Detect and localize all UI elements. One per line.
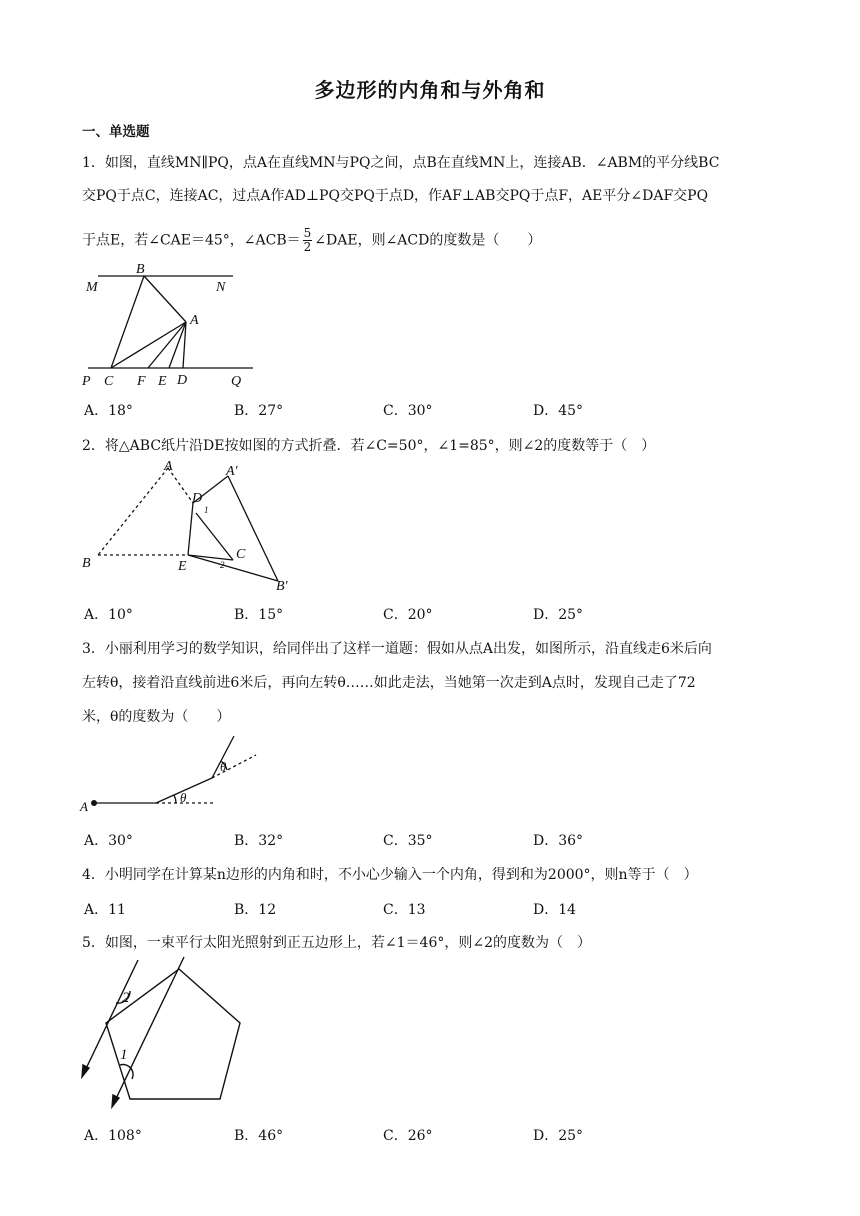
q1-label-d: D — [177, 373, 188, 388]
q4-option-d[interactable]: D．14 — [533, 902, 577, 918]
q1-line-3-end: ∠DAE，则∠ACD的度数是（ ） — [314, 232, 542, 249]
page-title: 多边形的内角和与外角和 — [314, 78, 546, 102]
q5-label-angle-1: 1 — [120, 1047, 128, 1063]
q4-text: 4．小明同学在计算某n边形的内角和时，不小心少输入一个内角，得到和为2000°，则n等于（ ） — [82, 867, 698, 883]
q2-label-a-prime: A′ — [226, 464, 238, 479]
q1-label-q: Q — [231, 374, 242, 389]
q3-line-3: 米，θ的度数为（ ） — [82, 709, 231, 725]
q3-option-b[interactable]: B．32° — [234, 833, 284, 849]
q5-option-d[interactable]: D．25° — [533, 1128, 584, 1144]
q2-option-d[interactable]: D．25° — [533, 607, 584, 623]
q3-option-c[interactable]: C．35° — [383, 833, 433, 849]
q3-option-a[interactable]: A．30° — [84, 833, 133, 849]
q5-option-c[interactable]: C．26° — [383, 1128, 433, 1144]
q2-label-c: C — [236, 547, 246, 562]
q2-label-angle-2: 2 — [220, 560, 225, 570]
q3-line-1: 3．小丽利用学习的数学知识，给同伴出了这样一道题：假如从点A出发，如图所示，沿直线走6米后向 — [82, 641, 712, 657]
q1-option-b[interactable]: B．27° — [234, 403, 284, 419]
q1-line-3 — [82, 227, 541, 254]
q5-text: 5．如图，一束平行太阳光照射到正五边形上，若∠1＝46°，则∠2的度数为（ ） — [82, 935, 591, 951]
q1-option-d[interactable]: D．45° — [533, 403, 584, 419]
q3-option-d[interactable]: D．36° — [533, 833, 584, 849]
q3-label-a: A — [80, 799, 88, 814]
q1-label-n: N — [216, 280, 226, 295]
q1-option-a[interactable]: A．18° — [84, 403, 133, 419]
q1-fraction-numerator: 5 — [303, 226, 312, 240]
q4-option-b[interactable]: B．12 — [234, 902, 277, 918]
q1-label-p: P — [82, 374, 91, 389]
q1-option-c[interactable]: C．30° — [383, 403, 433, 419]
q4-option-c[interactable]: C．13 — [383, 902, 426, 918]
q1-label-c: C — [104, 374, 114, 389]
q1-fraction-denominator: 2 — [303, 240, 312, 254]
q2-text: 2．将△ABC纸片沿DE按如图的方式折叠．若∠C=50°，∠1=85°，则∠2的度数等于（ ） — [82, 438, 656, 454]
q2-label-b-prime: B′ — [276, 579, 288, 594]
q1-line-3-start: 于点E，若∠CAE＝45°，∠ACB＝ — [82, 232, 301, 249]
q1-line-1: 1．如图，直线MN∥PQ，点A在直线MN与PQ之间，点B在直线MN上，连接AB．∠ABM的平分线BC — [82, 155, 720, 171]
q2-label-e: E — [178, 559, 187, 574]
q5-label-angle-2: 2 — [122, 990, 130, 1006]
q1-label-e: E — [158, 374, 167, 389]
q3-line-2: 左转θ，接着沿直线前进6米后，再向左转θ……如此走法，当她第一次走到A点时，发现自己走了72 — [82, 675, 696, 691]
q3-label-theta-2: θ — [220, 759, 227, 774]
q1-figure — [78, 258, 268, 390]
q1-label-a: A — [190, 313, 199, 328]
section-heading: 一、单选题 — [82, 124, 150, 140]
q1-label-f: F — [137, 374, 146, 389]
q2-label-d: D — [192, 491, 203, 506]
q3-start-point — [91, 800, 97, 806]
q5-figure — [74, 955, 254, 1117]
q1-line-2: 交PQ于点C，连接AC，过点A作AD⊥PQ交PQ于点D，作AF⊥AB交PQ于点F，AE平分∠DAF交PQ — [82, 188, 709, 204]
q3-label-theta-1: θ — [180, 790, 187, 805]
q4-option-a[interactable]: A．11 — [84, 902, 126, 918]
q2-option-b[interactable]: B．15° — [234, 607, 284, 623]
q1-label-m: M — [86, 280, 98, 295]
q2-label-b: B — [82, 556, 91, 571]
q2-label-angle-1: 1 — [204, 505, 209, 515]
q2-label-a: A — [164, 459, 173, 474]
q2-figure — [78, 458, 298, 598]
q1-label-b: B — [136, 262, 145, 277]
q1-fraction — [303, 227, 313, 254]
q5-option-a[interactable]: A．108° — [84, 1128, 142, 1144]
q5-option-b[interactable]: B．46° — [234, 1128, 284, 1144]
q2-option-a[interactable]: A．10° — [84, 607, 133, 623]
q3-figure — [78, 730, 268, 818]
q2-option-c[interactable]: C．20° — [383, 607, 433, 623]
